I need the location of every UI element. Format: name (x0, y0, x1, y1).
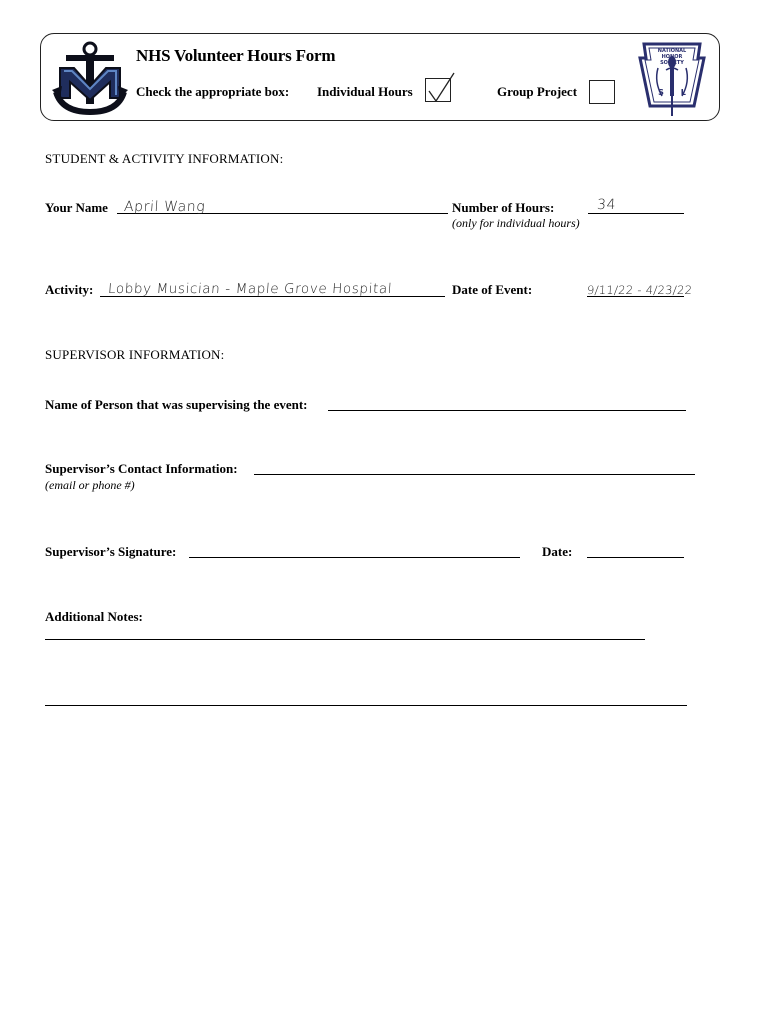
additional-notes-line-1[interactable] (45, 639, 645, 640)
supervisor-signature-line[interactable] (189, 557, 520, 558)
date-of-event-label: Date of Event: (452, 282, 533, 297)
date-of-event-line (587, 296, 684, 297)
supervisor-heading: SUPERVISOR INFORMATION: (45, 347, 225, 362)
supervisor-signature-label: Supervisor’s Signature: (45, 544, 177, 559)
group-project-label: Group Project (497, 84, 578, 99)
your-name-value[interactable]: April Wang (123, 199, 206, 215)
individual-hours-checkbox[interactable] (425, 78, 451, 102)
seal-letters: S L (658, 88, 686, 97)
number-of-hours-label: Number of Hours: (452, 200, 555, 215)
check-prompt: Check the appropriate box: (136, 84, 290, 99)
number-of-hours-value[interactable]: 34 (596, 197, 617, 213)
group-project-checkbox[interactable] (589, 80, 615, 104)
activity-label: Activity: (45, 282, 94, 297)
date-of-event-value[interactable]: 9/11/22 - 4/23/22 (586, 283, 693, 297)
supervisor-name-line[interactable] (328, 410, 686, 411)
seal-text: NATIONAL HONOR SOCIETY (657, 48, 687, 66)
additional-notes-label: Additional Notes: (45, 609, 143, 624)
student-activity-heading: STUDENT & ACTIVITY INFORMATION: (45, 151, 284, 166)
hours-note: (only for individual hours) (452, 216, 580, 230)
signature-date-label: Date: (542, 544, 573, 559)
supervisor-name-label: Name of Person that was supervising the event: (45, 397, 308, 412)
activity-value[interactable]: Lobby Musician - Maple Grove Hospital (107, 281, 393, 297)
anchor-m-logo-icon (52, 40, 128, 116)
supervisor-contact-label: Supervisor’s Contact Information: (45, 461, 238, 476)
additional-notes-line-2[interactable] (45, 705, 687, 706)
your-name-label: Your Name (45, 200, 108, 215)
checkmark-icon (424, 71, 458, 101)
signature-date-line[interactable] (587, 557, 684, 558)
number-of-hours-line (588, 213, 684, 214)
individual-hours-label: Individual Hours (317, 84, 413, 99)
supervisor-contact-line[interactable] (254, 474, 695, 475)
form-title: NHS Volunteer Hours Form (136, 46, 336, 65)
nhs-keystone-seal-icon (636, 38, 708, 118)
contact-note: (email or phone #) (45, 478, 135, 492)
